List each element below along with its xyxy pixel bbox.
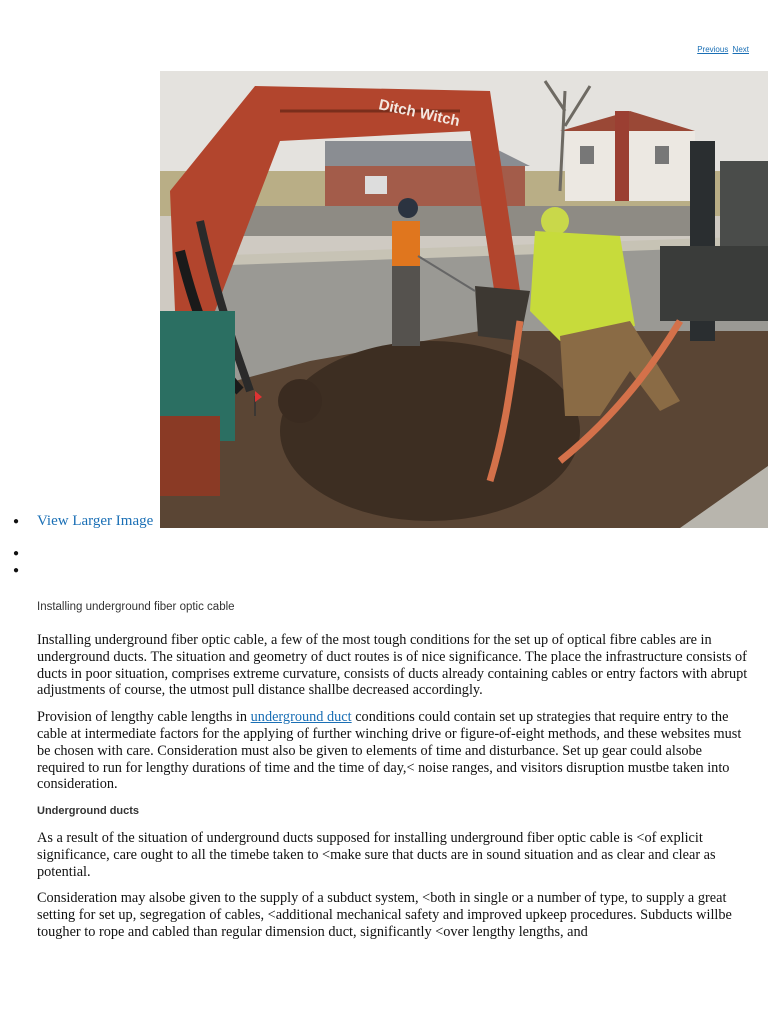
article-photo[interactable]	[160, 71, 768, 528]
bullet-icon: ●	[13, 516, 20, 527]
bullet-icon: ●	[13, 548, 20, 559]
pager	[695, 45, 749, 54]
list-item	[0, 561, 170, 578]
paragraph: As a result of the situation of underground ducts supposed for installing underground fiber optic cable is <of explicit significance, care ought to all the timebe taken to <make sure that ducts are in sound situation and as clear and clear as potential.	[37, 829, 716, 880]
article-body	[37, 632, 752, 951]
list-item	[0, 544, 170, 561]
list-item	[0, 512, 170, 529]
image-caption: Installing underground fiber optic cable	[37, 601, 235, 613]
bullet-icon: ●	[13, 565, 20, 576]
view-larger-image-link[interactable]: View Larger Image	[37, 513, 154, 529]
excavator-logo: Ditch Witch	[377, 96, 462, 131]
paragraph: Provision of lengthy cable lengths in underground duct conditions could contain set up strategies that require entry to the cable at intermediate factors for the applying of further winching drive or figure-of-eight methods, and these websites must be chosen with care. Consideration must also be given to elements of time and disturbance. Set up gear could alsobe required to run for lengthy durations of time and the time of day,< noise ranges, and visitors disruption mustbe taken into consideration.	[37, 709, 742, 793]
underground-duct-link[interactable]: underground duct	[250, 709, 352, 726]
section-heading: Underground ducts	[37, 805, 140, 818]
paragraph: Consideration may alsobe given to the supply of a subduct system, <both in single or a number of type, to supply a great setting for set up, segregation of cables, <additional mechanical safety and improved upkeep procedures. Subducts willbe tougher to rope and cabled than regular dimension duct, significantly <over lengthy lengths, and	[37, 890, 732, 940]
bullet-list	[0, 512, 170, 578]
paragraph: Installing underground fiber optic cable, a few of the most tough conditions for the set up of optical fibre cables are in underground ducts. The situation and geometry of duct routes is of nice significance. The place the infrastructure consists of ducts in poor situation, comprises extreme curvature, consists of ducts already containing cables or entry factors with abrupt adjustments of course, the utmost pull distance shallbe decreased accordingly.	[37, 632, 748, 699]
next-link[interactable]: Next	[732, 45, 749, 54]
excavation-photo	[160, 71, 768, 528]
previous-link[interactable]: Previous	[697, 45, 729, 54]
